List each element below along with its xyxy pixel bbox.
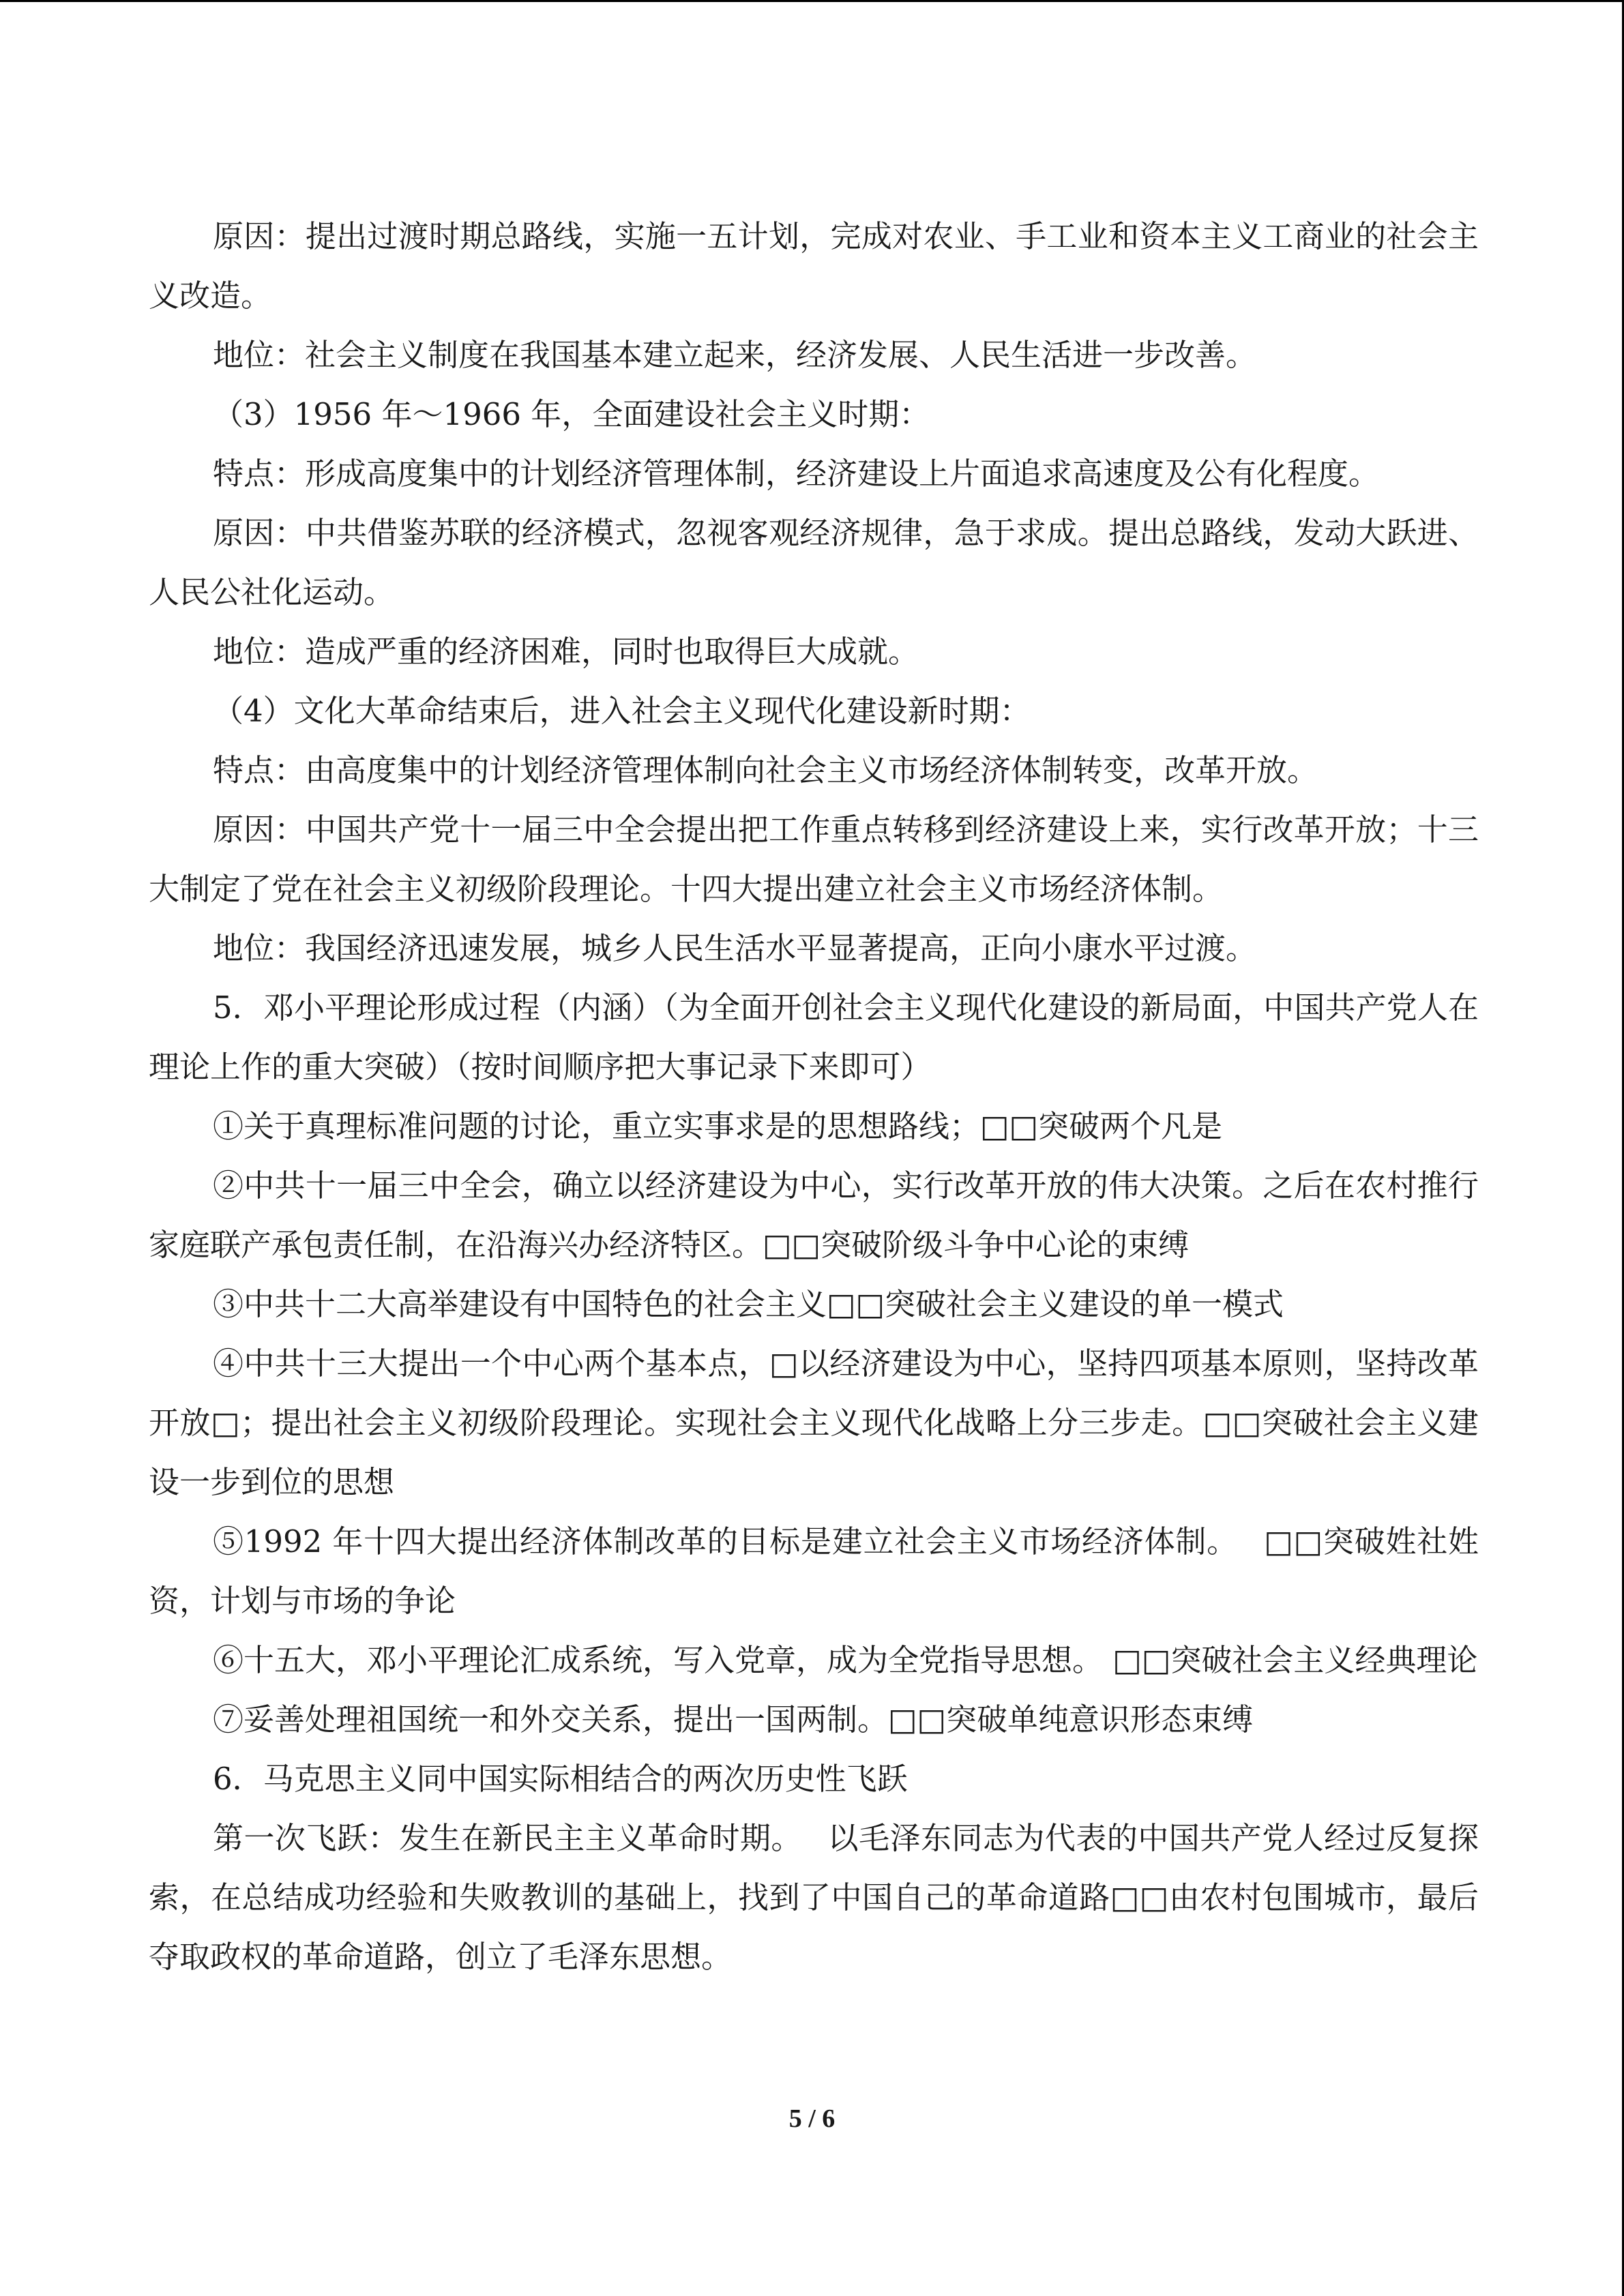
- list-item: ⑥十五大，邓小平理论汇成系统，写入党章，成为全党指导思想。 □□突破社会主义经典理论: [213, 1642, 1478, 1678]
- list-item: ③中共十二大高举建设有中国特色的社会主义□□突破社会主义建设的单一模式: [213, 1286, 1284, 1322]
- list-item: ⑤1992 年十四大提出经济体制改革的目标是建立社会主义市场经济体制。 □□突破姓社姓资，计划与市场的争论: [149, 1523, 1479, 1619]
- section-heading: 5．邓小平理论形成过程（内涵）（为全面开创社会主义现代化建设的新局面，中国共产党人在理论上作的重大突破）（按时间顺序把大事记录下来即可）: [149, 989, 1479, 1085]
- paragraph: 原因：中国共产党十一届三中全会提出把工作重点转移到经济建设上来，实行改革开放；十三大制定了党在社会主义初级阶段理论。十四大提出建立社会主义市场经济体制。: [149, 811, 1479, 907]
- page-number: 5 / 6: [788, 2104, 836, 2133]
- paragraph: 地位：我国经济迅速发展，城乡人民生活水平显著提高，正向小康水平过渡。: [213, 930, 1257, 966]
- section-heading: 6．马克思主义同中国实际相结合的两次历史性飞跃: [213, 1761, 908, 1797]
- list-item: ④中共十三大提出一个中心两个基本点，□以经济建设为中心，坚持四项基本原则，坚持改革开放□；提出社会主义初级阶段理论。实现社会主义现代化战略上分三步走。□□突破社会主义建设一步到位的思想: [149, 1345, 1479, 1500]
- list-item: ②中共十一届三中全会，确立以经济建设为中心，实行改革开放的伟大决策。之后在农村推行家庭联产承包责任制，在沿海兴办经济特区。□□突破阶级斗争中心论的束缚: [149, 1167, 1479, 1263]
- paragraph: 第一次飞跃：发生在新民主主义革命时期。 以毛泽东同志为代表的中国共产党人经过反复探索，在总结成功经验和失败教训的基础上，找到了中国自己的革命道路□□由农村包围城市，最后夺取政权的革命道路，创立了毛泽东思想。: [149, 1820, 1479, 1975]
- paragraph: 地位：社会主义制度在我国基本建立起来，经济发展、人民生活进一步改善。: [213, 337, 1257, 373]
- paragraph: （4）文化大革命结束后，进入社会主义现代化建设新时期：: [213, 693, 1031, 729]
- list-item: ①关于真理标准问题的讨论，重立实事求是的思想路线；□□突破两个凡是: [213, 1108, 1223, 1144]
- document-body: [149, 207, 1479, 1986]
- list-item: ⑦妥善处理祖国统一和外交关系，提出一国两制。□□突破单纯意识形态束缚: [213, 1701, 1254, 1738]
- paragraph: 原因：提出过渡时期总路线，实施一五计划，完成对农业、手工业和资本主义工商业的社会主义改造。: [149, 218, 1479, 314]
- paragraph: （3）1956 年～1966 年，全面建设社会主义时期：: [213, 396, 930, 432]
- paragraph: 原因：中共借鉴苏联的经济模式，忽视客观经济规律，急于求成。提出总路线，发动大跃进、人民公社化运动。: [149, 515, 1479, 610]
- paragraph: 地位：造成严重的经济困难，同时也取得巨大成就。: [213, 633, 919, 670]
- paragraph: 特点：由高度集中的计划经济管理体制向社会主义市场经济体制转变，改革开放。: [213, 752, 1318, 788]
- paragraph: 特点：形成高度集中的计划经济管理体制，经济建设上片面追求高速度及公有化程度。: [213, 456, 1380, 492]
